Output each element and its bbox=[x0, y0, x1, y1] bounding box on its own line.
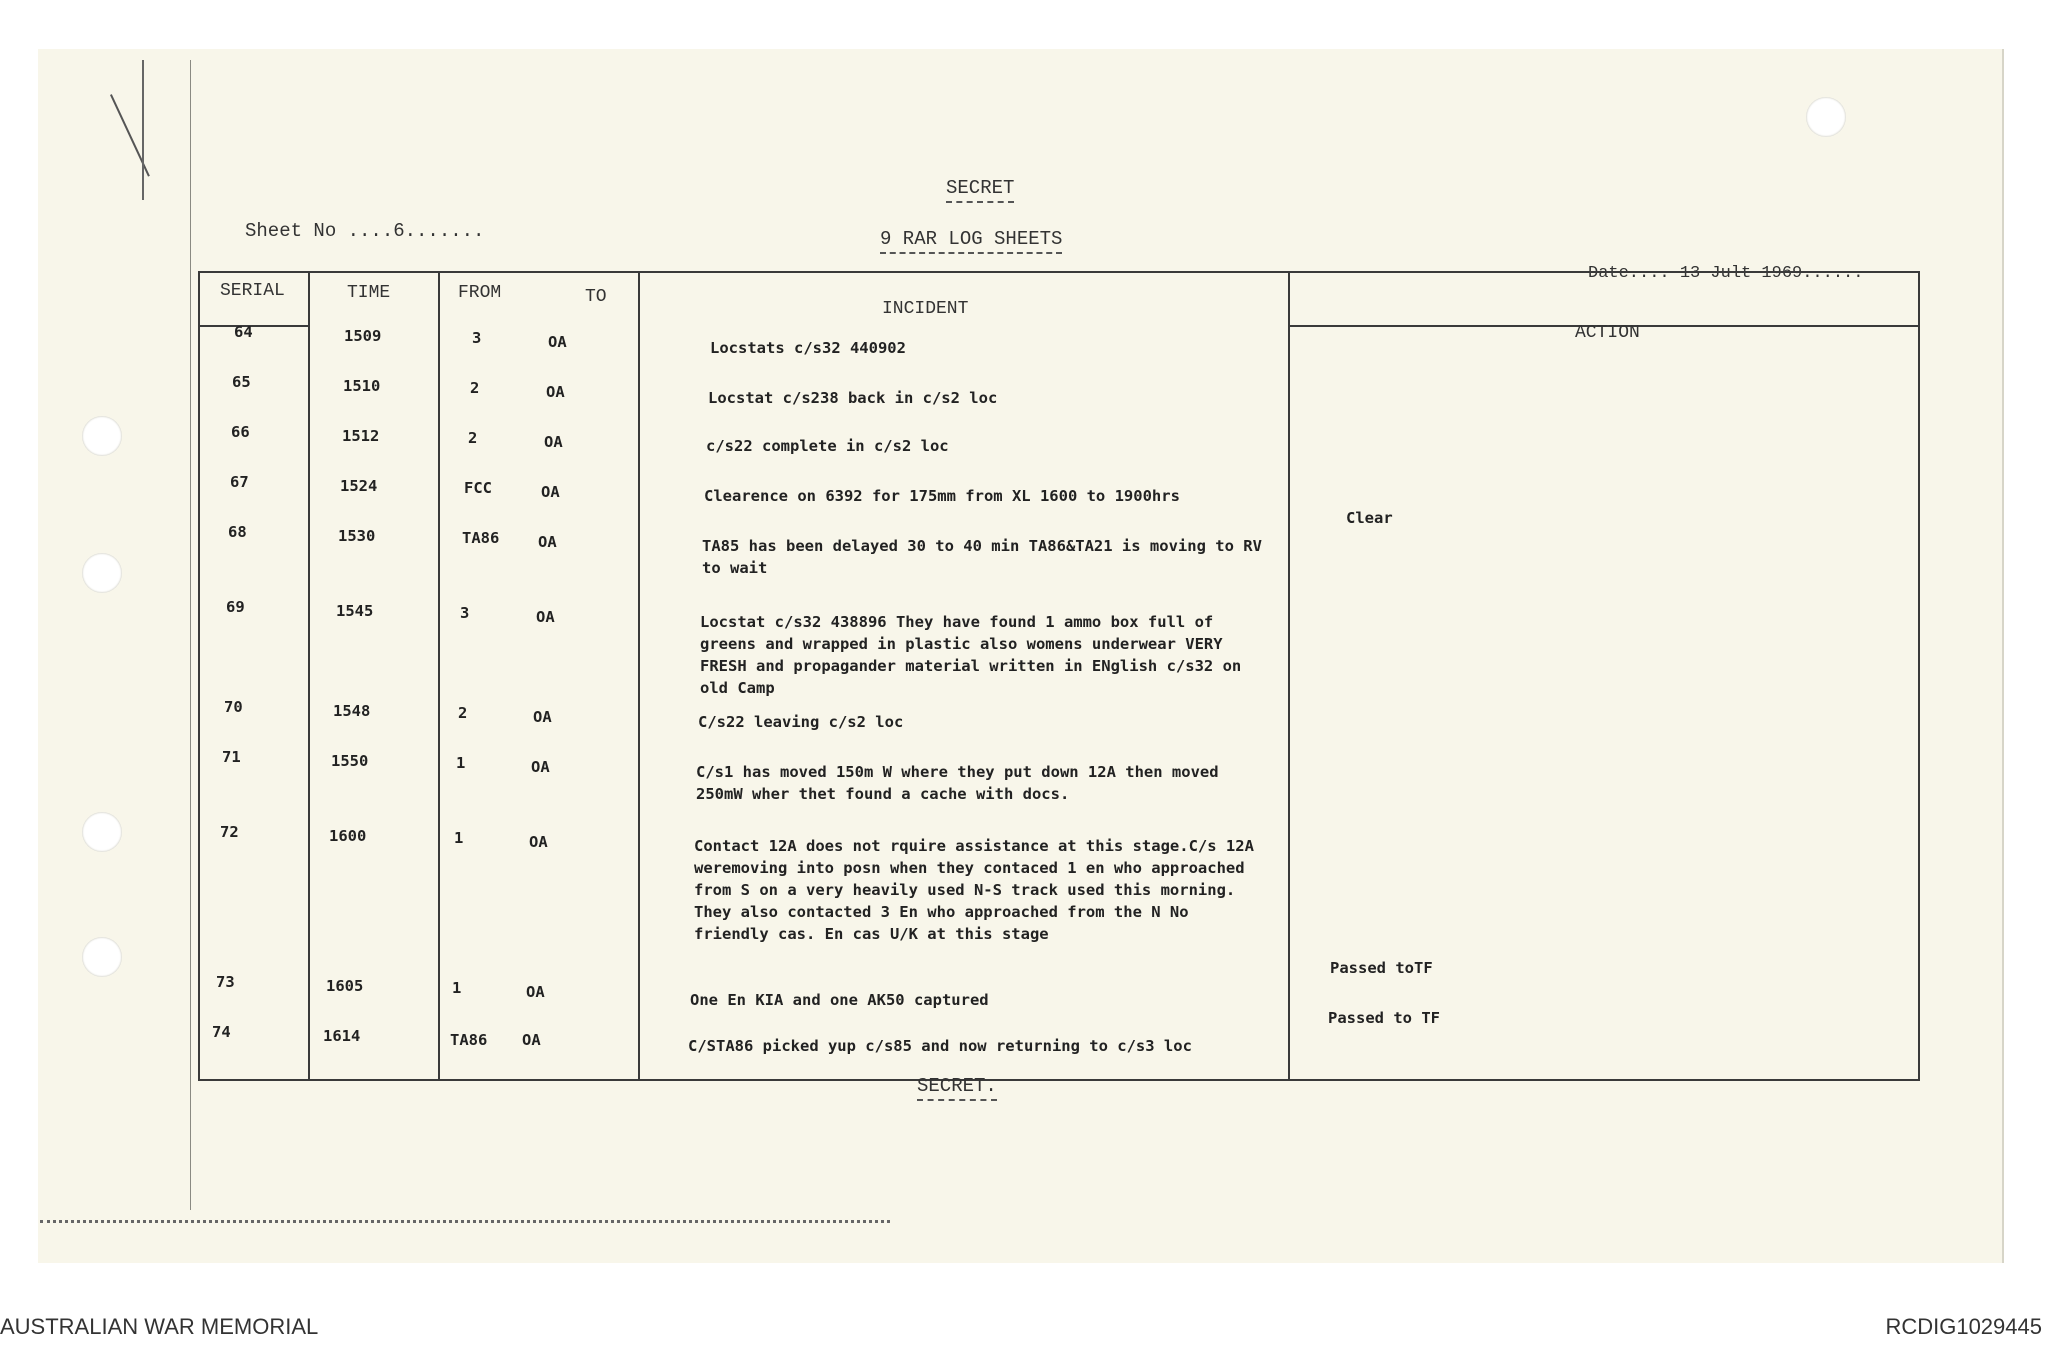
serial-cell: 68 bbox=[228, 523, 247, 541]
serial-cell: 65 bbox=[232, 373, 251, 391]
from-cell: 3 bbox=[472, 329, 482, 347]
to-cell: OA bbox=[546, 383, 565, 401]
time-cell: 1510 bbox=[343, 377, 381, 395]
column-header-to: TO bbox=[585, 287, 607, 307]
time-cell: 1509 bbox=[344, 327, 382, 345]
action-cell: Passed toTF bbox=[1330, 959, 1433, 977]
serial-cell: 66 bbox=[231, 423, 250, 441]
serial-cell: 67 bbox=[230, 473, 249, 491]
column-header-action: ACTION bbox=[1575, 323, 1640, 343]
from-cell: 1 bbox=[454, 829, 464, 847]
sheet-number: Sheet No ....6....... bbox=[245, 220, 485, 242]
from-cell: 3 bbox=[460, 604, 470, 622]
time-cell: 1600 bbox=[329, 827, 367, 845]
column-header-from: FROM bbox=[458, 283, 502, 303]
from-cell: TA86 bbox=[450, 1031, 488, 1049]
incident-cell: Locstat c/s238 back in c/s2 loc bbox=[708, 389, 998, 407]
serial-cell: 64 bbox=[234, 323, 253, 341]
time-cell: 1524 bbox=[340, 477, 378, 495]
serial-cell: 69 bbox=[226, 598, 245, 616]
time-cell: 1605 bbox=[326, 977, 364, 995]
incident-cell: C/STA86 picked yup c/s85 and now returning to c/s3 loc bbox=[688, 1037, 1192, 1055]
archive-reference: RCDIG1029445 bbox=[1885, 1314, 2042, 1339]
from-cell: 2 bbox=[458, 704, 468, 722]
time-cell: 1545 bbox=[336, 602, 374, 620]
incident-cell: C/s1 has moved 150m W where they put down 12A then moved 250mW wher thet found a cache with docs. bbox=[696, 763, 1219, 803]
time-cell: 1530 bbox=[338, 527, 376, 545]
incident-cell: One En KIA and one AK50 captured bbox=[690, 991, 989, 1009]
column-header-serial: SERIAL bbox=[220, 281, 285, 301]
classification-top: SECRET bbox=[946, 177, 1014, 199]
time-cell: 1614 bbox=[323, 1027, 361, 1045]
punch-hole bbox=[82, 937, 122, 977]
serial-cell: 72 bbox=[220, 823, 239, 841]
page-title: 9 RAR LOG SHEETS bbox=[880, 228, 1062, 250]
from-cell: 2 bbox=[470, 379, 480, 397]
archive-credit: AUSTRALIAN WAR MEMORIAL bbox=[0, 1314, 319, 1339]
column-divider bbox=[1288, 273, 1290, 1079]
incident-cell: Contact 12A does not rquire assistance at this stage.C/s 12A weremoving into posn when they contaced 1 en who approached from S on a very heavily used N-S track used this morning. They also contacted 3 En who approached from the N No friendly cas. En cas U/K at this stage bbox=[694, 837, 1254, 943]
to-cell: OA bbox=[533, 708, 552, 726]
incident-cell: Clearence on 6392 for 175mm from XL 1600 to 1900hrs bbox=[704, 487, 1180, 505]
time-cell: 1550 bbox=[331, 752, 369, 770]
fold-line bbox=[190, 60, 191, 1210]
action-cell: Passed to TF bbox=[1328, 1009, 1440, 1027]
from-cell: FCC bbox=[464, 479, 492, 497]
to-cell: OA bbox=[526, 983, 545, 1001]
incident-cell: Locstats c/s32 440902 bbox=[710, 339, 906, 357]
edge-smudge bbox=[40, 1220, 890, 1223]
log-table bbox=[198, 271, 1920, 1081]
time-cell: 1548 bbox=[333, 702, 371, 720]
incident-cell: Locstat c/s32 438896 They have found 1 ammo box full of greens and wrapped in plastic also womens underwear VERY FRESH and propagander material written in ENglish c/s32 on old Camp bbox=[700, 613, 1242, 697]
punch-hole bbox=[1806, 97, 1846, 137]
to-cell: OA bbox=[529, 833, 548, 851]
from-cell: 1 bbox=[456, 754, 466, 772]
from-cell: TA86 bbox=[462, 529, 500, 547]
log-date: Date.... 13 Jult 1969...... bbox=[1588, 264, 1864, 283]
incident-cell: C/s22 leaving c/s2 loc bbox=[698, 713, 904, 731]
serial-cell: 70 bbox=[224, 698, 243, 716]
punch-hole bbox=[82, 812, 122, 852]
incident-cell: TA85 has been delayed 30 to 40 min TA86&TA21 is moving to RV to wait bbox=[702, 537, 1262, 577]
to-cell: OA bbox=[548, 333, 567, 351]
to-cell: OA bbox=[536, 608, 555, 626]
serial-cell: 73 bbox=[216, 973, 235, 991]
punch-hole bbox=[82, 553, 122, 593]
from-cell: 1 bbox=[452, 979, 462, 997]
to-cell: OA bbox=[522, 1031, 541, 1049]
punch-hole bbox=[82, 416, 122, 456]
serial-cell: 74 bbox=[212, 1023, 231, 1041]
serial-cell: 71 bbox=[222, 748, 241, 766]
column-header-time: TIME bbox=[347, 283, 391, 303]
to-cell: OA bbox=[544, 433, 563, 451]
header-rule bbox=[200, 325, 308, 327]
from-cell: 2 bbox=[468, 429, 478, 447]
to-cell: OA bbox=[531, 758, 550, 776]
to-cell: OA bbox=[541, 483, 560, 501]
column-divider bbox=[308, 273, 310, 1079]
column-divider bbox=[438, 273, 440, 1079]
incident-cell: c/s22 complete in c/s2 loc bbox=[706, 437, 949, 455]
column-divider bbox=[638, 273, 640, 1079]
to-cell: OA bbox=[538, 533, 557, 551]
classification-bottom: SECRET. bbox=[917, 1075, 997, 1097]
action-cell: Clear bbox=[1346, 509, 1393, 527]
column-header-incident: INCIDENT bbox=[882, 299, 969, 319]
time-cell: 1512 bbox=[342, 427, 380, 445]
edge-mark bbox=[142, 60, 144, 200]
